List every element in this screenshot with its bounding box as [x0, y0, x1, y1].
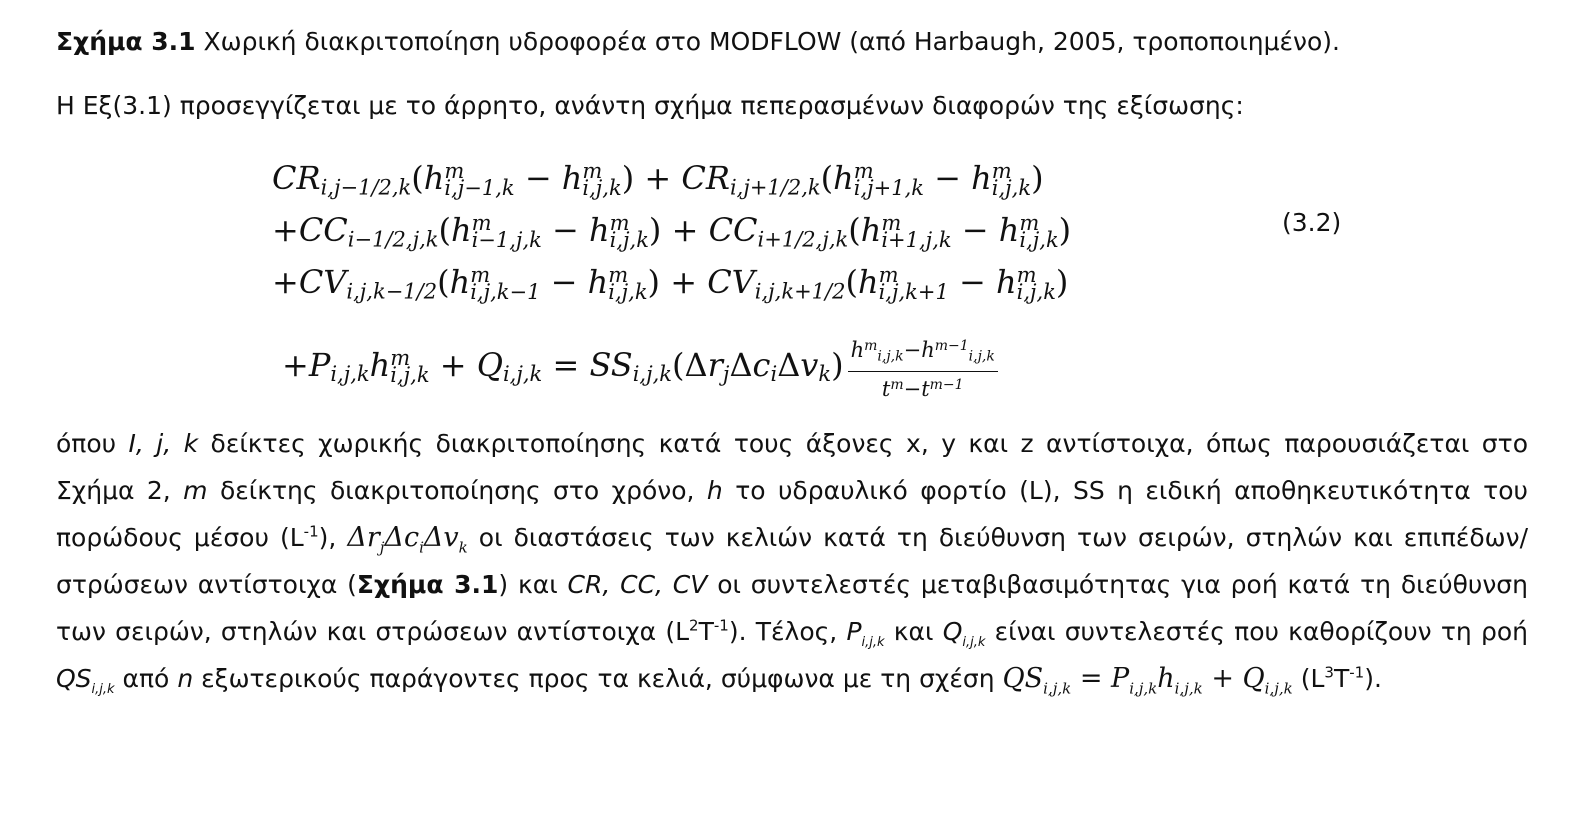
equation-number: (3.2)	[1282, 208, 1342, 237]
equation-line-3: $+CV_{i,j,k-1/2}(h$ m i,j,k−1 − h m i,j,k ) + $CV_{i,j,k+1/2}(h$ m i,j,k+1 − h m i,j,k )	[272, 263, 1069, 305]
intro-paragraph: Η Εξ(3.1) προσεγγίζεται με το άρρητο, ανάντη σχήμα πεπερασμένων διαφορών της εξίσωσης:	[56, 91, 1244, 120]
explanation-paragraph: όπου I, j, k δείκτες χωρικής διακριτοποίησης κατά τους άξονες x, y και z αντίστοιχα, όπως παρουσιάζεται στο Σχήμα 2, m δείκτης διακριτοποίησης στο χρόνο, h το υδραυλικό φορτίο (L), SS η ειδική αποθηκευτικότητα του πορώδους μέσου $(L^{-1})$, $\Delta r_j\Delta c_i\Delta v_k$ οι διαστάσεις των κελιών κατά τη διεύθυνση των σειρών, στηλών και επιπέδων/στρώσεων αντίστοιχα (Σχήμα 3.1) και CR, CC, CV οι συντελεστές μεταβιβασιμότητας για ροή κατά τη διεύθυνση των σειρών, στηλών και στρώσεων αντίστοιχα $(L^2T^{-1})$. Τέλος, $P_{i,j,k}$ και $Q_{i,j,k}$ είναι συντελεστές που καθορίζουν τη ροή $QS_{i,j,k}$ από n εξωτερικούς παράγοντες προς τα κελιά, σύμφωνα με τη σχέση $QS_{i,j,k} = P_{i,j,k}h_{i,j,k} + Q_{i,j,k}$ $(L^3T^{-1})$.	[56, 429, 1528, 698]
figure-caption	[56, 22, 1340, 62]
equation-line-4: $+P_{i,j,k}h$ m i,j,k + $Q_{i,j,k} = SS_{i,j,k}(\Delta r_j\Delta c_i\Delta v_k)$ $\frac{h^m_{i,j,k}-h^{m-1}_{i,j,k}}{t^m-t^{m-1}}$	[282, 334, 998, 401]
equation-line-2: $+CC_{i-1/2,j,k}(h$ m i−1,j,k − h m i,j,k ) + $CC_{i+1/2,j,k}(h$ m i+1,j,k − h m i,j,k )	[272, 211, 1072, 253]
caption-label: Σχήμα 3.1	[56, 27, 196, 56]
time-derivative-fraction: $\frac{h^m_{i,j,k}-h^{m-1}_{i,j,k}}{t^m-t^{m-1}}$	[848, 334, 998, 401]
caption-text: Χωρική διακριτοποίηση υδροφορέα στο MODFLOW (από Harbaugh, 2005, τροποποιημένο).	[195, 27, 1340, 56]
cell-dimensions-math: $\Delta r_j\Delta c_i\Delta v_k$	[347, 522, 468, 557]
flow-relation-math: $QS_{i,j,k} = P_{i,j,k}h_{i,j,k} + Q_{i,j,k}$	[1002, 663, 1293, 698]
equation-line-1: $CR_{i,j-1/2,k}(h$ m i,j−1,k − h m i,j,k ) + $CR_{i,j+1/2,k}(h$ m i,j+1,k − h m i,j,k )	[272, 159, 1044, 201]
